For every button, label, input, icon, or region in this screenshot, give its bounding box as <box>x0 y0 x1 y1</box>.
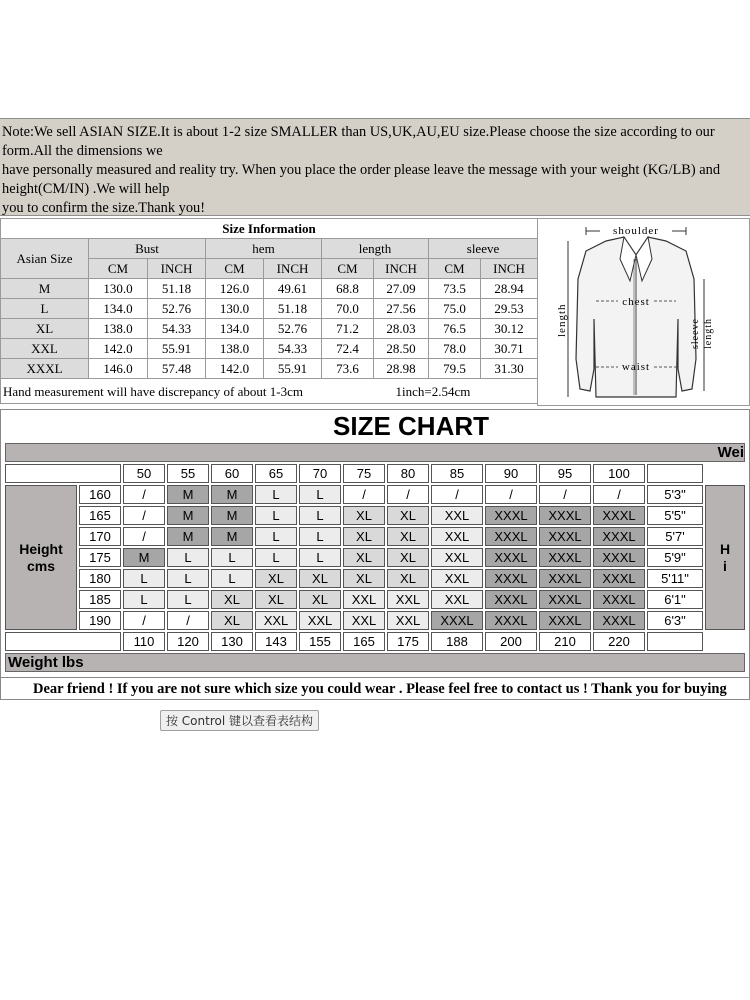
measurement-cell: 27.56 <box>374 299 429 319</box>
size-cell: XXL <box>431 527 483 546</box>
unit-header: INCH <box>264 259 322 279</box>
weight-lbs-cell: 130 <box>211 632 253 651</box>
measurement-cell: 55.91 <box>148 339 206 359</box>
size-cell: XXXL <box>593 590 645 609</box>
measurement-cell: 28.98 <box>374 359 429 379</box>
unit-header: CM <box>322 259 374 279</box>
measurement-cell: 138.0 <box>89 319 148 339</box>
measurement-cell: 55.91 <box>264 359 322 379</box>
size-cell: XXL <box>431 506 483 525</box>
measurement-cell: 27.09 <box>374 279 429 299</box>
size-cell: L <box>211 569 253 588</box>
size-cell: XXL <box>387 611 429 630</box>
height-cm-cell: 175 <box>79 548 121 567</box>
size-cell: XXL <box>343 611 385 630</box>
weight-band-top: Wei <box>5 443 745 462</box>
size-cell: M <box>123 548 165 567</box>
size-info-row <box>1 319 538 339</box>
size-cell: M <box>167 485 209 504</box>
measurement-cell: 29.53 <box>481 299 538 319</box>
note-line: form.All the dimensions we <box>2 143 163 159</box>
measurement-cell: 52.76 <box>148 299 206 319</box>
size-cell: XL <box>387 506 429 525</box>
height-cm-cell: 170 <box>79 527 121 546</box>
weight-kg-cell: 95 <box>539 464 591 483</box>
weight-lbs-cell: 175 <box>387 632 429 651</box>
size-cell: XXXL <box>485 569 537 588</box>
asian-size-cell: XXL <box>1 339 89 359</box>
height-inch-label <box>705 485 745 630</box>
measurement-cell: 142.0 <box>206 359 264 379</box>
size-cell: / <box>387 485 429 504</box>
size-cell: XXXL <box>485 527 537 546</box>
measurement-cell: 72.4 <box>322 339 374 359</box>
measurement-cell: 28.94 <box>481 279 538 299</box>
size-cell: / <box>123 611 165 630</box>
measurement-cell: 31.30 <box>481 359 538 379</box>
size-cell: / <box>343 485 385 504</box>
contact-message: Dear friend ! If you are not sure which size you could wear . Please feel free to contact us ! Thank you for buying <box>1 677 750 699</box>
weight-kg-cell: 70 <box>299 464 341 483</box>
size-info-row <box>1 299 538 319</box>
height-ft-cell: 5'5" <box>647 506 703 525</box>
size-cell: XXXL <box>485 506 537 525</box>
size-cell: XXL <box>431 548 483 567</box>
size-cell: XXL <box>255 611 297 630</box>
weight-lbs-cell: 143 <box>255 632 297 651</box>
height-row <box>5 569 745 588</box>
weight-lbs-cell: 120 <box>167 632 209 651</box>
length-header: length <box>322 239 429 259</box>
size-cell: L <box>255 527 297 546</box>
size-cell: L <box>167 548 209 567</box>
unit-header: INCH <box>148 259 206 279</box>
unit-header: INCH <box>374 259 429 279</box>
size-information-table <box>0 218 537 406</box>
size-cell: L <box>255 548 297 567</box>
size-cell: XXXL <box>539 590 591 609</box>
size-cell: L <box>167 590 209 609</box>
shirt-measurement-figure <box>537 218 750 406</box>
measurement-cell: 130.0 <box>206 299 264 319</box>
size-cell: / <box>539 485 591 504</box>
weight-kg-cell: 90 <box>485 464 537 483</box>
asian-size-cell: XL <box>1 319 89 339</box>
asian-size-cell: L <box>1 299 89 319</box>
size-info-row <box>1 279 538 299</box>
measurement-cell: 54.33 <box>148 319 206 339</box>
size-cell: XXL <box>299 611 341 630</box>
hem-header: hem <box>206 239 322 259</box>
size-cell: L <box>167 569 209 588</box>
height-ft-cell: 6'1" <box>647 590 703 609</box>
blank-cell <box>5 464 121 483</box>
inch-label-right: i <box>723 557 727 574</box>
size-cell: L <box>211 548 253 567</box>
size-cell: L <box>299 548 341 567</box>
size-info-row <box>1 339 538 359</box>
size-cell: XXXL <box>485 548 537 567</box>
weight-kg-cell: 85 <box>431 464 483 483</box>
size-note <box>0 118 750 216</box>
size-cell: XXXL <box>593 611 645 630</box>
size-cell: / <box>431 485 483 504</box>
height-cm-cell: 185 <box>79 590 121 609</box>
length-label: length <box>556 303 568 337</box>
measurement-cell: 28.50 <box>374 339 429 359</box>
shoulder-label: shoulder <box>613 225 659 237</box>
weight-kg-cell: 65 <box>255 464 297 483</box>
size-cell: / <box>123 485 165 504</box>
size-cell: XXL <box>431 569 483 588</box>
sleeve-header: sleeve <box>429 239 538 259</box>
height-ft-cell: 5'11" <box>647 569 703 588</box>
weight-lbs-cell: 200 <box>485 632 537 651</box>
size-cell: L <box>123 590 165 609</box>
weight-lbs-cell: 165 <box>343 632 385 651</box>
size-cell: XL <box>387 527 429 546</box>
size-chart <box>0 409 750 700</box>
size-cell: XXL <box>387 590 429 609</box>
height-row <box>5 590 745 609</box>
measurement-cell: 134.0 <box>89 299 148 319</box>
waist-label: waist <box>621 361 651 373</box>
measurement-cell: 138.0 <box>206 339 264 359</box>
height-row <box>5 527 745 546</box>
blank-cell <box>647 632 703 651</box>
measurement-cell: 78.0 <box>429 339 481 359</box>
measurement-cell: 70.0 <box>322 299 374 319</box>
size-chart-title: SIZE CHART <box>333 411 489 441</box>
weight-lbs-cell: 155 <box>299 632 341 651</box>
size-cell: L <box>299 506 341 525</box>
size-cell: XXXL <box>593 569 645 588</box>
size-cell: XL <box>299 569 341 588</box>
size-cell: M <box>211 506 253 525</box>
size-cell: XXXL <box>593 506 645 525</box>
height-row <box>5 548 745 567</box>
size-cell: XXXL <box>431 611 483 630</box>
measurement-cell: 79.5 <box>429 359 481 379</box>
measurement-cell: 57.48 <box>148 359 206 379</box>
size-cell: XL <box>299 590 341 609</box>
height-cm-cell: 190 <box>79 611 121 630</box>
height-ft-cell: 5'7' <box>647 527 703 546</box>
size-chart-grid <box>3 441 747 674</box>
note-line: height(CM/IN) .We will help <box>2 181 170 197</box>
height-label-right: H <box>719 540 731 557</box>
sleeve-label: sleeve <box>690 318 701 349</box>
measurement-cell: 28.03 <box>374 319 429 339</box>
size-cell: XXXL <box>539 548 591 567</box>
size-cell: XL <box>255 569 297 588</box>
size-cell: XXXL <box>485 590 537 609</box>
weight-lbs-cell: 110 <box>123 632 165 651</box>
size-cell: XXL <box>343 590 385 609</box>
note-line: you to confirm the size.Thank you! <box>2 200 206 216</box>
measurement-cell: 73.6 <box>322 359 374 379</box>
measurement-cell: 30.71 <box>481 339 538 359</box>
weight-kg-row <box>5 464 745 483</box>
size-cell: / <box>485 485 537 504</box>
asian-size-cell: M <box>1 279 89 299</box>
weight-kg-cell: 50 <box>123 464 165 483</box>
measurement-cell: 51.18 <box>264 299 322 319</box>
size-cell: M <box>211 527 253 546</box>
size-cell: XXXL <box>485 611 537 630</box>
size-cell: L <box>123 569 165 588</box>
size-cell: XXXL <box>539 527 591 546</box>
height-cm-cell: 160 <box>79 485 121 504</box>
height-cm-cell: 180 <box>79 569 121 588</box>
inch-conversion: 1inch=2.54cm <box>395 383 471 399</box>
unit-header: CM <box>429 259 481 279</box>
height-ft-cell: 6'3" <box>647 611 703 630</box>
note-line: have personally measured and reality try. When you place the order please leave the message with your weight (KG/LB) and <box>2 162 721 178</box>
measurement-cell: 73.5 <box>429 279 481 299</box>
height-row <box>5 611 745 630</box>
size-cell: L <box>299 527 341 546</box>
size-cell: XL <box>343 569 385 588</box>
shirt-diagram-icon <box>538 219 749 405</box>
size-cell: L <box>255 506 297 525</box>
measurement-cell: 146.0 <box>89 359 148 379</box>
size-cell: XXXL <box>539 506 591 525</box>
unit-header: CM <box>206 259 264 279</box>
height-ft-cell: 5'9" <box>647 548 703 567</box>
unit-header: INCH <box>481 259 538 279</box>
measurement-cell: 76.5 <box>429 319 481 339</box>
blank-cell <box>647 464 703 483</box>
size-cell: XL <box>211 590 253 609</box>
weight-kg-cell: 60 <box>211 464 253 483</box>
weight-lbs-cell: 188 <box>431 632 483 651</box>
weight-kg-cell: 55 <box>167 464 209 483</box>
height-label: Height <box>19 540 63 557</box>
size-cell: M <box>211 485 253 504</box>
asian-size-header: Asian Size <box>1 239 89 279</box>
size-cell: XXXL <box>593 527 645 546</box>
measurement-cell: 68.8 <box>322 279 374 299</box>
size-cell: / <box>167 611 209 630</box>
measurement-cell: 71.2 <box>322 319 374 339</box>
weight-lbs-cell: 220 <box>593 632 645 651</box>
control-key-hint-button[interactable]: 按 Control 键以查看表结构 <box>160 710 319 731</box>
chest-label: chest <box>622 296 650 308</box>
asian-size-cell: XXXL <box>1 359 89 379</box>
measurement-cell: 52.76 <box>264 319 322 339</box>
size-cell: XL <box>387 569 429 588</box>
weight-kg-cell: 80 <box>387 464 429 483</box>
size-cell: XXXL <box>539 611 591 630</box>
height-row <box>5 506 745 525</box>
measurement-cell: 54.33 <box>264 339 322 359</box>
measurement-cell: 130.0 <box>89 279 148 299</box>
measurement-cell: 30.12 <box>481 319 538 339</box>
size-cell: M <box>167 527 209 546</box>
weight-kg-cell: 75 <box>343 464 385 483</box>
size-cell: XL <box>343 527 385 546</box>
height-row <box>5 485 745 504</box>
size-info-footnote <box>1 379 538 404</box>
blank-cell <box>5 632 121 651</box>
size-cell: XL <box>255 590 297 609</box>
height-cm-cell: 165 <box>79 506 121 525</box>
unit-header: CM <box>89 259 148 279</box>
size-cell: / <box>593 485 645 504</box>
size-cell: / <box>123 506 165 525</box>
measurement-cell: 142.0 <box>89 339 148 359</box>
size-cell: XXXL <box>539 569 591 588</box>
height-cms-label <box>5 485 77 630</box>
measurement-cell: 126.0 <box>206 279 264 299</box>
weight-lbs-cell: 210 <box>539 632 591 651</box>
size-cell: XXL <box>431 590 483 609</box>
size-cell: L <box>299 485 341 504</box>
measurement-cell: 49.61 <box>264 279 322 299</box>
measurement-cell: 51.18 <box>148 279 206 299</box>
note-line: Note:We sell ASIAN SIZE.It is about 1-2 size SMALLER than US,UK,AU,EU size.Please choose the size according to our <box>2 124 715 140</box>
sleeve-length-label: length <box>703 318 714 349</box>
weight-kg-cell: 100 <box>593 464 645 483</box>
size-cell: XL <box>343 548 385 567</box>
size-cell: M <box>167 506 209 525</box>
measurement-cell: 75.0 <box>429 299 481 319</box>
size-cell: XL <box>387 548 429 567</box>
size-info-row <box>1 359 538 379</box>
size-info-title: Size Information <box>1 219 538 239</box>
size-cell: XL <box>211 611 253 630</box>
size-cell: XL <box>343 506 385 525</box>
height-ft-cell: 5'3" <box>647 485 703 504</box>
size-cell: XXXL <box>593 548 645 567</box>
size-cell: L <box>255 485 297 504</box>
size-cell: / <box>123 527 165 546</box>
cms-label: cms <box>26 557 56 574</box>
weight-lbs-row <box>5 632 745 651</box>
measurement-cell: 134.0 <box>206 319 264 339</box>
bust-header: Bust <box>89 239 206 259</box>
measurement-note: Hand measurement will have discrepancy of about 1-3cm <box>3 383 303 399</box>
weight-lbs-label: Weight lbs <box>5 653 745 672</box>
